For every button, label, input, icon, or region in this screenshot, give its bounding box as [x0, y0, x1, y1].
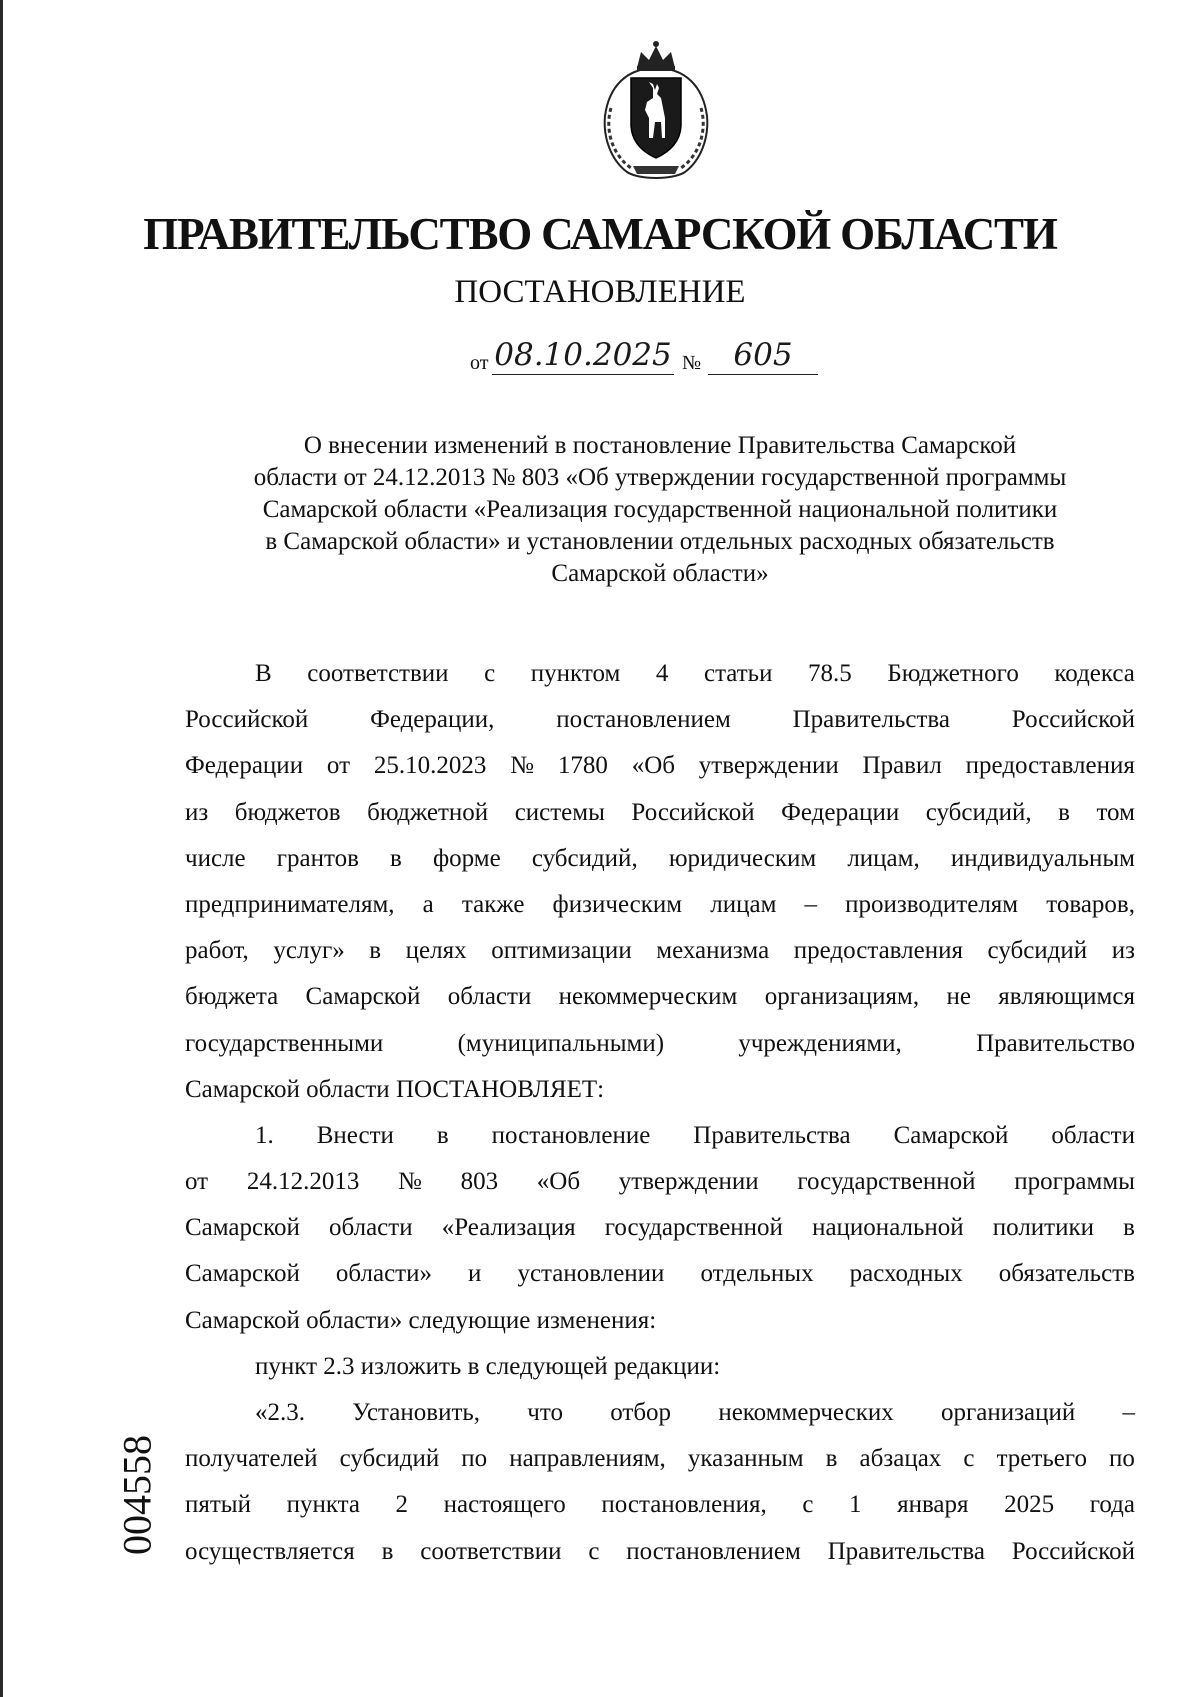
text-line	[185, 1390, 1135, 1436]
text-line	[185, 651, 1135, 697]
word: а	[422, 890, 434, 918]
document-number: 605	[708, 336, 818, 375]
word: статьи	[703, 660, 773, 687]
word: в	[381, 1537, 394, 1565]
word: услуг»	[273, 937, 345, 965]
word: Самарской	[185, 1260, 300, 1288]
word: политики	[992, 1214, 1095, 1242]
text-line	[185, 697, 1135, 743]
word: бюджета	[185, 983, 279, 1011]
word: 1.	[255, 1121, 274, 1149]
word: №	[510, 752, 535, 780]
date-prefix: от	[470, 352, 489, 374]
word: что	[527, 1399, 563, 1426]
word: отдельных	[700, 1260, 814, 1288]
word: субсидий,	[531, 844, 638, 872]
word: механизма	[656, 937, 770, 965]
text-line	[185, 1205, 1135, 1251]
word: субсидий,	[925, 798, 1032, 826]
word: лицам,	[847, 844, 920, 872]
word: и	[468, 1260, 482, 1288]
text-line	[185, 743, 1135, 789]
subject-line: области от 24.12.2013 № 803 «Об утверждении государственной программы	[253, 464, 1067, 491]
word: –	[1122, 1399, 1135, 1426]
word: года	[1089, 1491, 1135, 1519]
word: Бюджетного	[887, 660, 1019, 687]
word: Российской	[185, 706, 309, 734]
word: юридическим	[668, 844, 817, 872]
word: утверждении	[698, 752, 839, 780]
word: Правил	[862, 752, 942, 780]
word: Правительство	[976, 1029, 1135, 1057]
text-line	[185, 1482, 1135, 1528]
word: обязательств	[998, 1260, 1135, 1288]
word: области	[329, 1214, 413, 1242]
word: 1780	[557, 752, 608, 780]
word: постановлением	[556, 706, 731, 734]
word: организаций	[941, 1399, 1076, 1426]
word: 25.10.2023	[373, 752, 487, 780]
word: 1	[849, 1491, 862, 1519]
word: государственной	[604, 1214, 783, 1242]
word: постановлением	[626, 1537, 801, 1565]
text-line	[185, 790, 1135, 836]
document-subject	[150, 430, 1170, 590]
word: настоящего	[443, 1491, 566, 1519]
serial-number-text: 004558	[114, 1435, 160, 1555]
word: некоммерческим	[558, 983, 738, 1011]
word: установлении	[517, 1260, 665, 1288]
word: предоставления	[965, 752, 1135, 780]
word: грантов	[276, 844, 359, 872]
word: области»	[335, 1260, 432, 1288]
word: программы	[1014, 1168, 1135, 1196]
word: являющимся	[998, 983, 1135, 1011]
word: из	[1111, 937, 1135, 965]
word: в	[1123, 1214, 1135, 1242]
text-line	[185, 1529, 1135, 1575]
word: государственной	[797, 1168, 976, 1196]
serial-number	[112, 1425, 162, 1565]
text-line	[185, 1251, 1135, 1297]
word: «2.3.	[255, 1399, 305, 1426]
word: №	[398, 1168, 422, 1196]
word: Внести	[316, 1121, 394, 1149]
word: системы	[514, 798, 605, 826]
word: Федерации	[185, 752, 304, 780]
subject-line: О внесении изменений в постановление Правительства Самарской	[303, 432, 1017, 459]
word: предпринимателям,	[185, 890, 395, 918]
word: национальной	[812, 1214, 964, 1242]
text-line	[185, 836, 1135, 882]
word: соответствии	[307, 660, 449, 687]
word: расходных	[849, 1260, 963, 1288]
word: Федерации	[781, 798, 900, 826]
word: по	[1109, 1445, 1135, 1473]
word: пунктом	[530, 660, 621, 687]
subject-line: Самарской области «Реализация государственной национальной политики	[262, 496, 1058, 523]
word: утверждении	[618, 1168, 759, 1196]
word: из	[185, 798, 209, 826]
text-line: Самарской области» следующие изменения:	[185, 1306, 657, 1334]
word: лицам	[710, 890, 777, 918]
word: субсидий	[339, 1445, 440, 1473]
word: оптимизации	[491, 937, 632, 965]
word: Правительства	[693, 1121, 851, 1149]
word: в	[1058, 798, 1070, 826]
word: января	[897, 1491, 969, 1519]
word: В	[255, 660, 272, 687]
word: Российской	[631, 798, 755, 826]
word: области	[447, 983, 532, 1011]
text-line: пункт 2.3 изложить в следующей редакции:	[255, 1352, 721, 1380]
word: индивидуальным	[950, 844, 1135, 872]
word: предоставления	[793, 937, 963, 965]
subject-line: в Самарской области» и установлении отдельных расходных обязательств	[265, 528, 1055, 555]
word: 4	[655, 660, 669, 687]
word: постановление	[491, 1121, 651, 1149]
word: физическим	[552, 890, 683, 918]
word: том	[1096, 798, 1135, 826]
word: учреждениями,	[738, 1029, 902, 1057]
word: Российской	[1011, 706, 1135, 734]
word: производителям	[845, 890, 1019, 918]
word: государственными	[185, 1029, 384, 1057]
word: бюджетной	[367, 798, 489, 826]
word: с	[484, 660, 496, 687]
text-line	[185, 1021, 1135, 1067]
word: (муниципальными)	[457, 1029, 665, 1057]
word: 24.12.2013	[246, 1168, 360, 1196]
word: не	[946, 983, 971, 1011]
text-line: Самарской области ПОСТАНОВЛЯЕТ:	[185, 1075, 605, 1103]
word: товаров,	[1046, 890, 1135, 918]
word: по	[461, 1445, 488, 1473]
word: указанным	[687, 1445, 804, 1473]
word: с	[802, 1491, 814, 1519]
text-line	[185, 1436, 1135, 1482]
word: Правительства	[792, 706, 950, 734]
subject-line: Самарской области»	[551, 560, 769, 587]
word: отбор	[610, 1399, 672, 1426]
word: Федерации,	[370, 706, 495, 734]
word: форме	[432, 844, 501, 872]
word: «Реализация	[441, 1214, 576, 1242]
text-line	[185, 882, 1135, 928]
word: с	[963, 1445, 975, 1473]
word: 2	[395, 1491, 409, 1519]
word: «Об	[631, 752, 675, 780]
word: также	[461, 890, 525, 918]
word: пункта	[286, 1491, 360, 1519]
government-title: ПРАВИТЕЛЬСТВО САМАРСКОЙ ОБЛАСТИ	[143, 209, 1057, 259]
word: числе	[185, 844, 246, 872]
word: целях	[405, 937, 467, 965]
number-label: №	[682, 352, 702, 374]
preamble	[185, 651, 1135, 1575]
document-type: ПОСТАНОВЛЕНИЕ	[454, 274, 746, 310]
word: направлениям,	[509, 1445, 666, 1473]
word: субсидий	[987, 937, 1088, 965]
word: работ,	[185, 937, 249, 965]
word: от	[326, 752, 351, 780]
word: в	[369, 937, 382, 965]
text-line	[185, 1113, 1135, 1159]
word: Самарской	[185, 1214, 300, 1242]
word: области	[1051, 1121, 1135, 1149]
word: Самарской	[305, 983, 421, 1011]
word: Самарской	[893, 1121, 1009, 1149]
word: 803	[460, 1168, 499, 1196]
word: некоммерческих	[718, 1399, 894, 1426]
word: в	[436, 1121, 449, 1149]
document-date: 08.10.2025	[492, 336, 674, 375]
word: Правительства	[827, 1537, 985, 1565]
word: третьего	[996, 1445, 1087, 1473]
word: кодекса	[1054, 660, 1135, 687]
word: в	[390, 844, 402, 872]
word: в	[825, 1445, 838, 1473]
samara-coat-of-arms-icon	[597, 38, 715, 180]
word: осуществляется	[185, 1537, 355, 1565]
word: Установить,	[352, 1399, 481, 1426]
word: соответствии	[420, 1537, 562, 1565]
word: «Об	[536, 1168, 581, 1196]
word: абзацах	[859, 1445, 942, 1473]
word: бюджетов	[234, 798, 341, 826]
word: 78.5	[808, 660, 852, 687]
word: –	[804, 890, 818, 918]
word: получателей	[185, 1445, 318, 1473]
text-line	[185, 974, 1135, 1020]
word: Российской	[1011, 1537, 1135, 1565]
word: пятый	[185, 1491, 251, 1519]
word: организациям,	[764, 983, 920, 1011]
text-line	[185, 928, 1135, 974]
word: от	[185, 1168, 209, 1196]
text-line	[185, 1159, 1135, 1205]
word: постановления,	[601, 1491, 767, 1519]
word: с	[588, 1537, 600, 1565]
word: 2025	[1004, 1491, 1055, 1519]
